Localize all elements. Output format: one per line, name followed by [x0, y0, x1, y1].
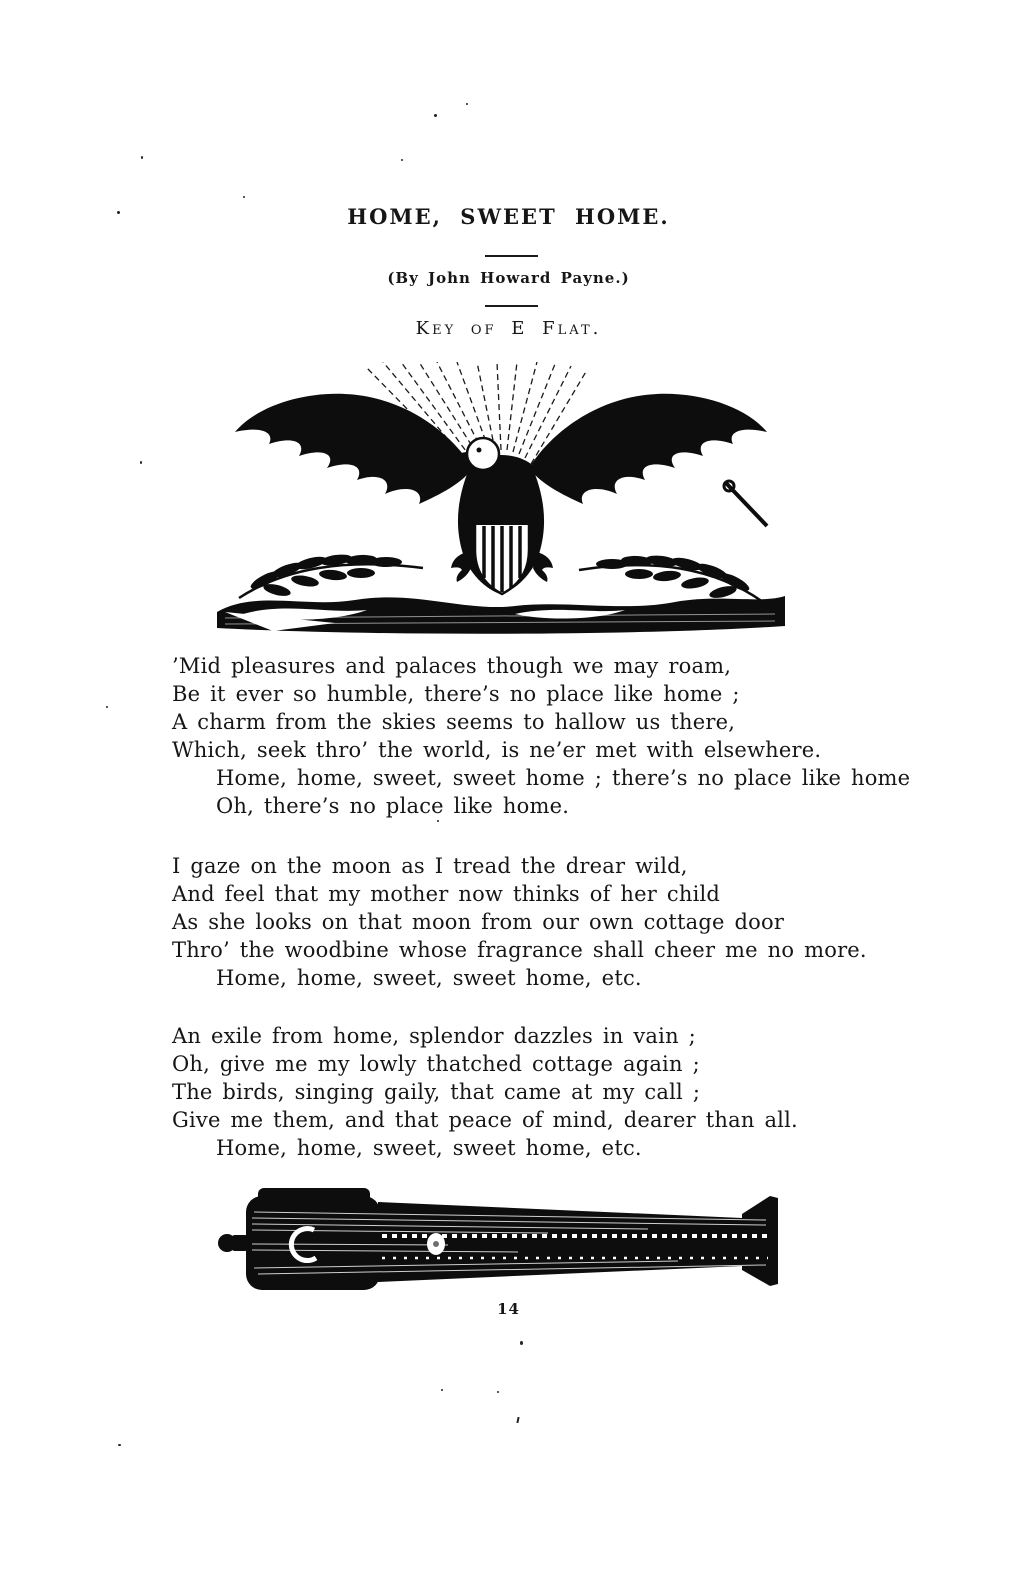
divider-rule — [485, 305, 538, 307]
eagle-engraving — [215, 362, 787, 634]
scan-speck — [497, 1391, 499, 1393]
divider-rule — [485, 255, 538, 257]
stanza — [172, 652, 932, 820]
poem-line: Which, seek thro’ the world, is ne’er met with elsewhere. — [172, 738, 822, 762]
scan-speck — [141, 156, 143, 159]
byline: (By John Howard Payne.) — [387, 269, 630, 287]
scan-speck — [516, 1417, 519, 1423]
stanza — [172, 852, 932, 992]
scan-speck — [520, 1341, 523, 1345]
scan-speck — [243, 196, 245, 198]
poem-line: Oh, give me my lowly thatched cottage again ; — [172, 1052, 700, 1076]
poem-line: The birds, singing gaily, that came at my call ; — [172, 1080, 701, 1104]
stanza — [172, 1022, 932, 1162]
refrain-line: Home, home, sweet, sweet home, etc. — [216, 1136, 642, 1160]
key-signature-line: Key of E Flat. — [415, 318, 602, 339]
poem-line: Give me them, and that peace of mind, dearer than all. — [172, 1108, 798, 1132]
scan-speck — [437, 820, 439, 822]
scan-speck — [118, 1444, 121, 1446]
poem-line: I gaze on the moon as I tread the drear wild, — [172, 854, 688, 878]
scan-speck — [401, 159, 403, 161]
refrain-line: Home, home, sweet, sweet home, etc. — [216, 966, 642, 990]
laurel-right-icon — [579, 554, 763, 602]
poem-line: A charm from the skies seems to hallow us there, — [172, 710, 736, 734]
cannon-engraving — [218, 1186, 796, 1296]
poem-line: Be it ever so humble, there’s no place like home ; — [172, 682, 740, 706]
page-number: 14 — [497, 1300, 520, 1318]
scan-speck — [434, 114, 437, 117]
scan-speck — [466, 103, 468, 105]
poem-line: An exile from home, splendor dazzles in vain ; — [172, 1024, 696, 1048]
poem-line: And feel that my mother now thinks of her child — [172, 882, 721, 906]
scan-speck — [441, 1389, 443, 1391]
scan-speck — [140, 461, 142, 464]
scan-speck — [106, 706, 108, 708]
laurel-left-icon — [239, 553, 423, 598]
poem-line: As she looks on that moon from our own cottage door — [172, 910, 785, 934]
refrain-line: Home, home, sweet, sweet home ; there’s no place like home — [216, 766, 911, 790]
refrain-line: Oh, there’s no place like home. — [216, 794, 570, 818]
poem-line: ’Mid pleasures and palaces though we may roam, — [172, 654, 732, 678]
poem-line: Thro’ the woodbine whose fragrance shall cheer me no more. — [172, 938, 867, 962]
scan-speck — [117, 211, 120, 214]
page-title: HOME, SWEET HOME. — [347, 204, 670, 229]
